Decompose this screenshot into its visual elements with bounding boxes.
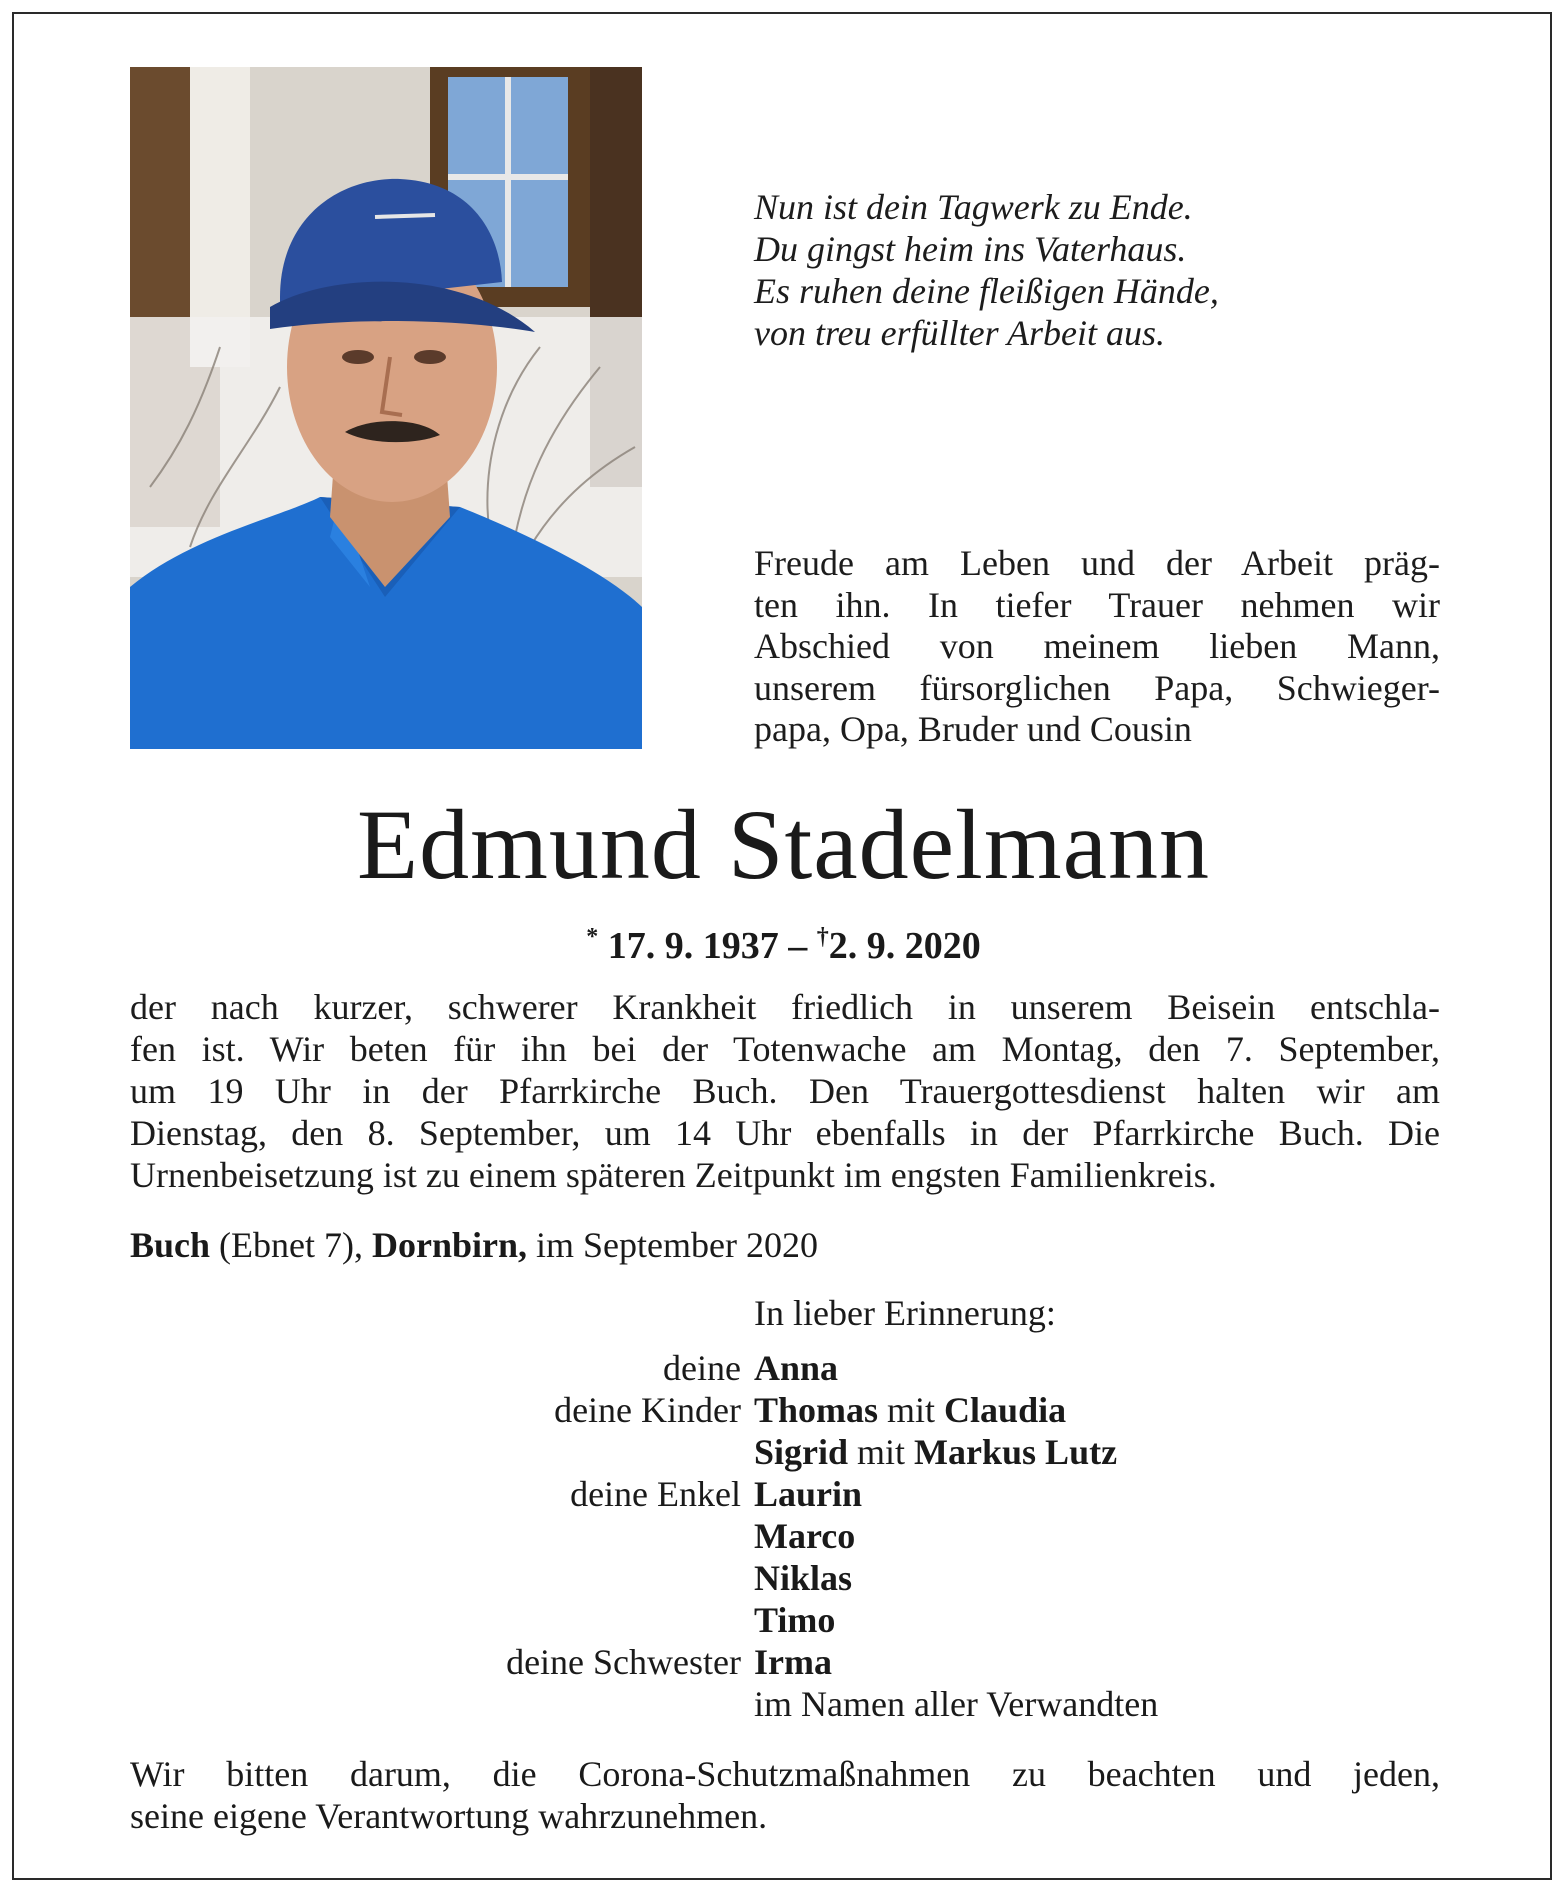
intro-line: ten ihn. In tiefer Trauer nehmen wir [754, 584, 1440, 625]
poem-line: Es ruhen deine fleißigen Hände, [754, 271, 1219, 311]
life-dates [0, 915, 1567, 968]
family-row [0, 1389, 1567, 1431]
family-relation: deine Schwester [506, 1642, 741, 1682]
intro-line: Freude am Leben und der Arbeit präg- [754, 543, 1440, 583]
family-member-name: Marco [754, 1516, 856, 1556]
family-member-name: Laurin [754, 1474, 863, 1514]
family-connector: mit [878, 1390, 945, 1430]
closing-line: seine eigene Verantwortung wahrzunehmen. [130, 1796, 768, 1836]
family-relation: deine Kinder [554, 1390, 741, 1430]
place-city: Dornbirn, [372, 1225, 528, 1265]
family-names [754, 1431, 1117, 1473]
family-connector: im Namen aller Verwandten [754, 1684, 1159, 1724]
family-row [0, 1515, 1567, 1557]
family-row [0, 1347, 1567, 1389]
family-names [754, 1473, 862, 1515]
body-line: fen ist. Wir beten für ihn bei der Totenwache am Montag, den 7. September, [130, 1029, 1440, 1069]
family-member-name: Claudia [944, 1390, 1067, 1430]
funeral-details [130, 986, 1440, 1196]
birth-date: 17. 9. 1937 [607, 925, 779, 967]
family-member-name: Sigrid [754, 1432, 849, 1472]
date-separator: – [788, 925, 808, 967]
closing-note [130, 1753, 1440, 1837]
family-names [754, 1641, 832, 1683]
portrait-illustration [130, 67, 642, 749]
family-member-name: Niklas [754, 1558, 853, 1598]
birth-symbol: * [586, 924, 599, 950]
portrait-photo [130, 67, 642, 749]
intro-line: Abschied von meinem lieben Mann, [754, 626, 1440, 666]
intro-line: papa, Opa, Bruder und Cousin [754, 709, 1192, 749]
place-month: im September 2020 [536, 1225, 818, 1265]
family-member-name: Anna [754, 1348, 839, 1388]
family-member-name: Markus Lutz [914, 1432, 1118, 1472]
family-names [754, 1683, 1158, 1725]
place-date [130, 1224, 1230, 1266]
body-line: der nach kurzer, schwerer Krankheit friedlich in unserem Beisein entschla- [130, 987, 1440, 1027]
family-names [754, 1389, 1066, 1431]
family-member-name: Timo [754, 1600, 836, 1640]
family-names [754, 1515, 855, 1557]
family-row [0, 1473, 1567, 1515]
family-names [754, 1599, 835, 1641]
family-names [754, 1347, 838, 1389]
family-row [0, 1557, 1567, 1599]
family-relation: deine [663, 1348, 741, 1388]
poem [754, 186, 1454, 354]
closing-line: Wir bitten darum, die Corona-Schutzmaßnahmen zu beachten und jeden, [130, 1754, 1440, 1794]
family-row [0, 1641, 1567, 1683]
poem-line: Du gingst heim ins Vaterhaus. [754, 229, 1187, 269]
poem-line: Nun ist dein Tagwerk zu Ende. [754, 187, 1193, 227]
place-address: (Ebnet 7), [219, 1225, 363, 1265]
family-connector: mit [848, 1432, 915, 1472]
family-names [754, 1557, 852, 1599]
body-line: Dienstag, den 8. September, um 14 Uhr ebenfalls in der Pfarrkirche Buch. Die [130, 1113, 1440, 1153]
memory-heading: In lieber Erinnerung: [754, 1293, 1056, 1333]
body-line: Urnenbeisetzung ist zu einem späteren Zeitpunkt im engsten Familienkreis. [130, 1155, 1217, 1195]
family-list [0, 1347, 1567, 1725]
family-member-name: Thomas [754, 1390, 879, 1430]
family-relation: deine Enkel [570, 1474, 741, 1514]
body-line: um 19 Uhr in der Pfarrkirche Buch. Den Trauergottesdienst halten wir am [130, 1071, 1440, 1111]
family-row [0, 1431, 1567, 1473]
intro-text [754, 543, 1440, 751]
family-member-name: Irma [754, 1642, 832, 1682]
death-symbol: † [816, 924, 829, 950]
intro-line: unserem fürsorglichen Papa, Schwieger- [754, 667, 1440, 708]
place-town: Buch [130, 1225, 211, 1265]
deceased-name: Edmund Stadelmann [357, 789, 1210, 900]
poem-line: von treu erfüllter Arbeit aus. [754, 313, 1165, 353]
family-row [0, 1683, 1567, 1725]
family-row [0, 1599, 1567, 1641]
death-date: 2. 9. 2020 [828, 925, 981, 967]
